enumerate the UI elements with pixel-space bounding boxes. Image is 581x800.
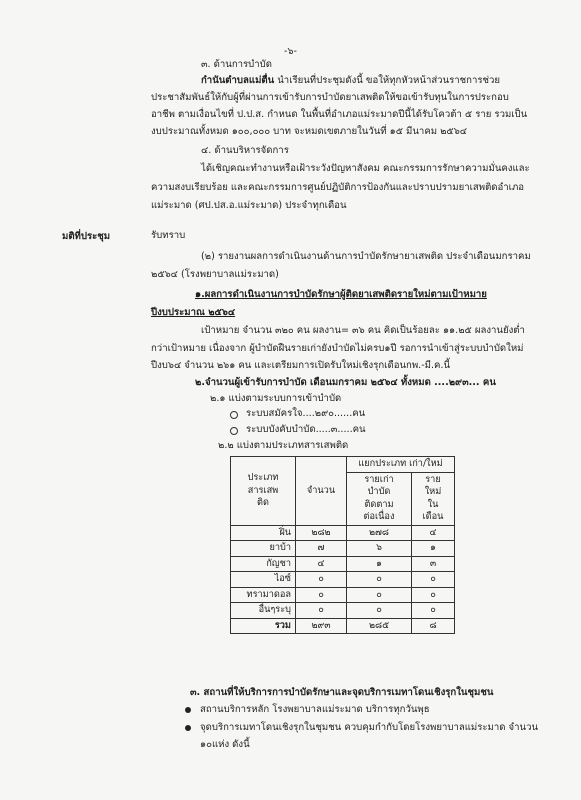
- header-new-cases: ราย ใหม่ ใน เดือน: [412, 472, 455, 525]
- cell-new: ๐: [412, 603, 455, 619]
- table-row: [231, 541, 455, 557]
- cell-count: ๐: [296, 572, 347, 588]
- cell-drug-type: ยาบ้า: [231, 541, 296, 557]
- section3-line1-text: นำเรียนที่ประชุมดังนี้ ขอให้ทุกหัวหน้าส่วนราชการช่วย: [274, 75, 501, 86]
- bullet-icon: [185, 707, 191, 713]
- section3-line3: อาชีพ ตามเงื่อนไขที่ ป.ป.ส. กำหนด ในพื้นที่อำเภอแม่ระมาดปีนี้ได้รับโควต้า ๕ ราย รวมเป็น: [151, 109, 528, 120]
- cell-total-old: ๒๘๕: [347, 618, 412, 634]
- section3-heading: ๓. ด้านการบำบัด: [201, 59, 272, 70]
- section4-line2: ความสงบเรียบร้อย และคณะกรรมการศูนย์ปฏิบัติการป้องกันและปราบปรามยาเสพติดอำเภอ: [151, 182, 525, 193]
- radio-circle-icon: [230, 427, 238, 435]
- resolution-value: รับทราบ: [151, 230, 186, 241]
- cell-old: ๐: [347, 572, 412, 588]
- cell-drug-type: ทรามาดอล: [231, 587, 296, 603]
- item1-heading: ๑.ผลการดำเนินงานการบำบัดรักษาผู้ติดยาเสพติดรายใหม่ตามเป้าหมาย: [195, 289, 487, 300]
- cell-new: ๓: [412, 556, 455, 572]
- cell-total-label: รวม: [231, 618, 296, 634]
- table-total-row: [231, 618, 455, 634]
- cell-drug-type: ไอซ์: [231, 572, 296, 588]
- section4-heading: ๔. ด้านบริหารจัดการ: [201, 145, 289, 156]
- cell-count: ๔: [296, 556, 347, 572]
- table-row: [231, 556, 455, 572]
- table-row: [231, 525, 455, 541]
- cell-old: ๐: [347, 603, 412, 619]
- bullet-icon: [185, 725, 191, 731]
- drug-type-table: [230, 456, 455, 634]
- cell-new: ๔: [412, 525, 455, 541]
- section3-line1: [201, 74, 500, 87]
- table-row: [231, 572, 455, 588]
- header-drug-type: ประเภท สารเสพ ติด: [231, 457, 296, 526]
- section3-line2: ประชาสัมพันธ์ให้กับผู้ที่ผ่านการเข้ารับการบำบัดยาเสพติดให้ขอเข้ารับทุนในการประกอบ: [151, 92, 509, 103]
- section4-line3: แม่ระมาด (ศป.ปส.อ.แม่ระมาด) ประจำทุกเดือน: [151, 200, 347, 211]
- cell-old: ๒๗๘: [347, 525, 412, 541]
- cell-total-count: ๒๙๓: [296, 618, 347, 634]
- item1-line3: ปีงบ๖๔ จำนวน ๒๖๑ คน และเตรียมการเปิดรับใหม่เชิงรุกเดือนกพ.-มี.ค.นี้: [151, 360, 451, 371]
- section3-speaker: กำนันตำบลแม่ตื่น: [201, 75, 275, 86]
- section3-line4: งบประมาณทั้งหมด ๑๐๐,๐๐๐ บาท จะหมดเขตภายในวันที่ ๑๕ มีนาคม ๒๕๖๔: [151, 126, 468, 137]
- cell-drug-type: กัญชา: [231, 556, 296, 572]
- item3-heading: ๓. สถานที่ให้บริการการบำบัดรักษาและจุดบริการเมทาโดนเชิงรุกในชุมชน: [190, 687, 494, 698]
- item3-bullet2: จุดบริการเมทาโดนเชิงรุกในชุมชน ควบคุมกำกับโดยโรงพยาบาลแม่ระมาด จำนวน: [200, 722, 539, 733]
- cell-count: ๒๘๒: [296, 525, 347, 541]
- item2-sub2-heading: ๒.๒ แบ่งตามประเภทสารเสพติด: [218, 440, 349, 451]
- cell-count: ๐: [296, 603, 347, 619]
- cell-new: ๐: [412, 587, 455, 603]
- item2-sub1-heading: ๒.๑ แบ่งตามระบบการเข้าบำบัด: [210, 393, 342, 404]
- cell-old: ๐: [347, 587, 412, 603]
- item2-sub1-compulsory: ระบบบังคับบำบัด.....๓.....คน: [246, 424, 366, 435]
- header-split: แยกประเภท เก่า/ใหม่: [347, 457, 455, 473]
- table-header-row: [231, 457, 455, 473]
- report2-line2: ๒๕๖๔ (โรงพยาบาลแม่ระมาด): [151, 269, 279, 280]
- cell-count: ๗: [296, 541, 347, 557]
- item3-bullet1: สถานบริการหลัก โรงพยาบาลแม่ระมาด บริการทุกวันพุธ: [200, 704, 430, 715]
- table-row: [231, 587, 455, 603]
- cell-old: ๑: [347, 556, 412, 572]
- resolution-label: มติที่ประชุม: [62, 231, 111, 242]
- cell-drug-type: อื่นๆระบุ: [231, 603, 296, 619]
- cell-new: ๐: [412, 572, 455, 588]
- cell-drug-type: ฝิ่น: [231, 525, 296, 541]
- page-number: -๖-: [284, 46, 297, 57]
- header-old-cases: รายเก่า บำบัด ติดตาม ต่อเนื่อง: [347, 472, 412, 525]
- item1-heading-year: ปีงบประมาณ ๒๕๖๔: [151, 307, 236, 318]
- table-row: [231, 603, 455, 619]
- item1-line1: เป้าหมาย จำนวน ๓๒๐ คน ผลงาน= ๓๖ คน คิดเป็นร้อยละ ๑๑.๒๕ ผลงานยังต่ำ: [201, 325, 525, 336]
- cell-old: ๖: [347, 541, 412, 557]
- cell-total-new: ๘: [412, 618, 455, 634]
- header-count: จำนวน: [296, 457, 347, 526]
- item3-bullet2-cont: ๑๐แห่ง ดังนี้: [200, 739, 250, 750]
- item2-heading: ๒.จำนวนผู้เข้ารับการบำบัด เดือนมกราคม ๒๕๖๔ ทั้งหมด ....๒๙๓... คน: [195, 377, 496, 388]
- cell-new: ๑: [412, 541, 455, 557]
- radio-circle-icon: [230, 411, 238, 419]
- section4-line1: ได้เชิญคณะทำงานหรือเฝ้าระวังปัญหาสังคม คณะกรรมการรักษาความมั่นคงและ: [201, 163, 530, 174]
- cell-count: ๐: [296, 587, 347, 603]
- item1-line2: กว่าเป้าหมาย เนื่องจาก ผู้บำบัดฝืนรายเก่ายังบำบัดไม่ครบ๑ปี รอการนำเข้าสู่ระบบบำบัดใหม่: [151, 343, 524, 354]
- item2-sub1-voluntary: ระบบสมัครใจ....๒๙๐......คน: [246, 408, 366, 419]
- report2-line1: (๒) รายงานผลการดำเนินงานด้านการบำบัดรักษายาเสพติด ประจำเดือนมกราคม: [201, 251, 531, 262]
